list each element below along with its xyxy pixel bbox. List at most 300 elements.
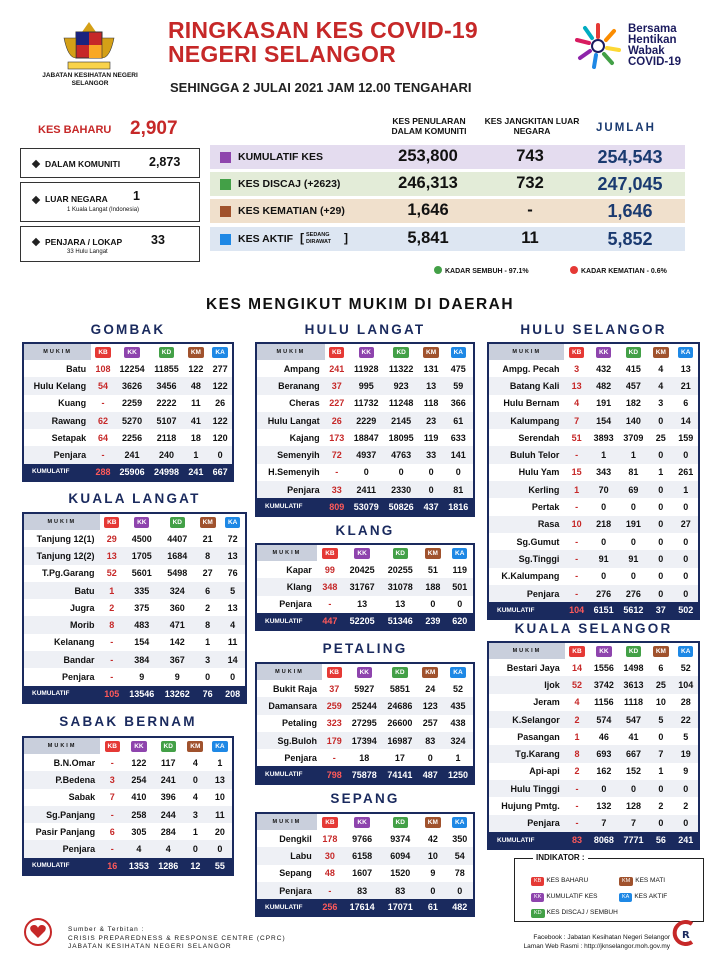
table-header-row xyxy=(256,663,474,680)
cell-kd: 13 xyxy=(395,599,406,610)
total-km: 239 xyxy=(419,613,446,630)
cell-kd: 11855 xyxy=(154,363,179,374)
cell-kb: 108 xyxy=(95,363,111,374)
cell-km: 83 xyxy=(425,735,436,746)
col-header-km: KM xyxy=(419,813,446,830)
total-kk: 1353 xyxy=(124,858,153,875)
cell-km: 21 xyxy=(202,533,213,544)
total-kb: 83 xyxy=(565,832,589,849)
district-title-hulu-selangor: HULU SELANGOR xyxy=(520,322,667,337)
cell-km: 0 xyxy=(658,553,664,564)
mukim-name: T.Pg.Garang xyxy=(42,568,95,579)
col-header-ka: KA xyxy=(208,737,233,754)
cell-kb: 72 xyxy=(331,450,342,461)
cell-kd: 41 xyxy=(628,731,639,742)
total-row xyxy=(488,832,699,849)
mukim-name: Kapar xyxy=(286,564,312,575)
table-row xyxy=(23,789,233,806)
mukim-name: Hulu Tinggi xyxy=(510,783,560,794)
cell-kb: 4 xyxy=(574,398,580,409)
cell-kb: 29 xyxy=(106,533,117,544)
col-header-km: KM xyxy=(648,343,673,360)
total-kb: 798 xyxy=(322,766,347,783)
col-header-km: KM xyxy=(195,513,220,530)
col-header-ka: KA xyxy=(673,642,699,659)
total-km: 37 xyxy=(648,602,673,619)
cell-kb: - xyxy=(101,398,105,409)
table-row xyxy=(488,533,699,550)
cell-ka: 350 xyxy=(452,833,468,844)
cell-km: 4 xyxy=(658,380,664,391)
cell-km: 24 xyxy=(425,683,436,694)
blue-square-icon xyxy=(220,234,231,245)
cell-kd: 244 xyxy=(160,809,176,820)
total-ka: 1816 xyxy=(444,498,474,515)
col-header-kb: KB xyxy=(100,513,124,530)
cell-kk: 11732 xyxy=(353,398,379,409)
cell-kk: 1156 xyxy=(594,697,614,708)
new-cases-value: 2,907 xyxy=(130,118,178,139)
district-title-kuala-selangor: KUALA SELANGOR xyxy=(514,621,673,636)
cell-km: 0 xyxy=(430,885,436,896)
col-header-km: KM xyxy=(419,343,444,360)
cell-kb: 241 xyxy=(329,363,345,374)
cell-km: 27 xyxy=(202,568,213,579)
cell-kb: - xyxy=(101,450,105,461)
table-row xyxy=(23,840,233,857)
table-row xyxy=(488,377,699,394)
mukim-name: Rawang xyxy=(51,415,87,426)
table-row xyxy=(256,697,474,714)
cell-ka: 0 xyxy=(457,885,463,896)
cell-kd: 69 xyxy=(628,484,639,495)
cell-kd: 457 xyxy=(625,380,641,391)
cell-kk: 276 xyxy=(596,588,612,599)
cell-ka: 27 xyxy=(680,519,691,530)
col-header-ka: KA xyxy=(443,663,474,680)
total-label: KUMULATIF xyxy=(488,602,564,619)
col-luar-header: KES JANGKITAN LUAR NEGARA xyxy=(484,116,580,136)
cell-kk: 1556 xyxy=(593,662,614,673)
cell-kb: 6 xyxy=(109,826,115,837)
col-header-mukim: MUKIM xyxy=(488,343,564,360)
total-ka: 482 xyxy=(446,899,474,916)
total-label: KUMULATIF xyxy=(23,686,100,703)
table-row xyxy=(256,446,474,463)
total-row xyxy=(256,899,474,916)
cell-kb: - xyxy=(575,553,579,564)
district-title-petaling: PETALING xyxy=(322,641,408,656)
cell-kd: 11322 xyxy=(388,363,414,374)
mukim-name: Klang xyxy=(286,581,312,592)
cell-kd: 128 xyxy=(626,801,642,812)
table-row xyxy=(488,676,699,693)
cell-kd: 182 xyxy=(625,398,641,409)
mukim-name: H.Semenyih xyxy=(268,467,320,478)
cell-kd: 367 xyxy=(169,654,185,665)
cprc-logo-icon xyxy=(670,918,700,948)
cell-kd: 4763 xyxy=(391,450,412,461)
table-row xyxy=(488,728,699,745)
table-row xyxy=(488,481,699,498)
cell-km: 0 xyxy=(658,571,664,582)
cell-kb: 33 xyxy=(331,484,342,495)
cell-kd: 667 xyxy=(626,749,642,760)
cell-km: 6 xyxy=(205,585,211,596)
cell-kd: 81 xyxy=(628,467,639,478)
table-row xyxy=(256,882,474,899)
total-row xyxy=(256,766,474,783)
district-table-kuala-langat xyxy=(22,512,247,704)
cell-kd: 396 xyxy=(160,792,176,803)
cell-km: 0 xyxy=(658,588,664,599)
department-name: JABATAN KESIHATAN NEGERI SELANGOR xyxy=(42,72,138,87)
cell-kb: 8 xyxy=(109,620,115,631)
cell-kb: 52 xyxy=(106,568,117,579)
cell-ka: 9 xyxy=(683,766,689,777)
total-km: 487 xyxy=(418,766,443,783)
cell-km: 7 xyxy=(658,749,664,760)
total-kb: 104 xyxy=(564,602,588,619)
mukim-name: Dengkil xyxy=(279,833,312,844)
cell-kk: 12254 xyxy=(119,363,145,374)
total-kd: 74141 xyxy=(382,766,418,783)
col-header-kk: KK xyxy=(589,343,619,360)
mukim-name: Tanjung 12(2) xyxy=(36,550,95,561)
cell-kk: 384 xyxy=(134,654,150,665)
mukim-name: Penjara xyxy=(284,752,317,763)
total-kb: 105 xyxy=(100,686,124,703)
table-row xyxy=(23,395,233,412)
district-table-hulu-langat xyxy=(255,342,475,517)
cell-ka: 5 xyxy=(230,585,236,596)
cell-kk: 305 xyxy=(131,826,147,837)
cell-ka: 0 xyxy=(455,467,461,478)
new-cases-label: KES BAHARU xyxy=(38,124,112,136)
cell-kb: 13 xyxy=(571,380,582,391)
table-row xyxy=(23,771,233,788)
table-row xyxy=(488,797,699,814)
cell-kk: 13 xyxy=(357,599,368,610)
district-title-hulu-langat: HULU LANGAT xyxy=(304,322,426,337)
total-kd: 5612 xyxy=(619,602,649,619)
cell-kb: 7 xyxy=(574,415,580,426)
cell-kd: 1684 xyxy=(167,550,188,561)
mukim-name: Bukit Raja xyxy=(272,683,317,694)
cell-kd: 11248 xyxy=(388,398,414,409)
cell-ka: 0 xyxy=(217,450,223,461)
district-title-sepang: SEPANG xyxy=(330,791,400,806)
col-header-kb: KB xyxy=(91,343,115,360)
cell-kk: 2411 xyxy=(356,484,376,495)
col-header-kb: KB xyxy=(317,544,343,561)
table-row xyxy=(256,847,474,864)
total-row xyxy=(23,858,233,875)
cell-km: 0 xyxy=(658,484,664,495)
cell-km: 0 xyxy=(192,844,198,855)
cell-kb: 3 xyxy=(109,774,115,785)
cell-km: 41 xyxy=(190,415,201,426)
komuniti-box: DALAM KOMUNITI 2,873 xyxy=(20,148,200,178)
col-header-kk: KK xyxy=(346,663,382,680)
col-header-kd: KD xyxy=(381,813,419,830)
col-header-kd: KD xyxy=(154,737,183,754)
col-header-ka: KA xyxy=(444,343,474,360)
mukim-name: Jeram xyxy=(533,697,560,708)
cell-kb: 99 xyxy=(324,564,335,575)
mukim-name: Sabak xyxy=(68,792,96,803)
cell-ka: 1 xyxy=(683,484,689,495)
table-row xyxy=(488,694,699,711)
page-title: RINGKASAN KES COVID-19 NEGERI SELANGOR xyxy=(168,17,478,67)
table-row xyxy=(256,395,474,412)
col-header-kk: KK xyxy=(343,813,381,830)
cell-kd: 4407 xyxy=(167,533,188,544)
col-header-kd: KD xyxy=(382,663,418,680)
purple-square-icon xyxy=(220,152,231,163)
cell-km: 48 xyxy=(190,380,201,391)
cell-km: 23 xyxy=(426,415,437,426)
district-title-sabak-bernam: SABAK BERNAM xyxy=(59,714,197,729)
cell-kd: 241 xyxy=(160,774,176,785)
cell-kd: 324 xyxy=(169,585,185,596)
cell-km: 18 xyxy=(190,432,201,443)
cell-kb: - xyxy=(575,801,579,812)
cell-ka: 20 xyxy=(214,826,225,837)
table-row xyxy=(488,395,699,412)
cell-kb: 52 xyxy=(571,679,582,690)
mukim-name: Batu xyxy=(74,585,95,596)
cell-ka: 11 xyxy=(215,809,225,820)
district-table-sepang xyxy=(255,812,475,917)
cell-kb: 37 xyxy=(329,683,340,694)
cell-ka: 59 xyxy=(453,380,464,391)
mukim-name: Bandar xyxy=(63,654,95,665)
total-kk: 6151 xyxy=(589,602,619,619)
table-row xyxy=(256,865,474,882)
table-row xyxy=(256,412,474,429)
cell-kk: 3893 xyxy=(593,432,614,443)
col-header-kd: KD xyxy=(149,343,183,360)
table-row xyxy=(488,412,699,429)
cell-kb: 1 xyxy=(574,484,580,495)
col-header-mukim: MUKIM xyxy=(256,343,325,360)
cell-ka: 104 xyxy=(678,679,694,690)
district-table-petaling xyxy=(255,662,475,785)
col-header-km: KM xyxy=(418,663,443,680)
cell-kb: - xyxy=(575,571,579,582)
total-kk: 25906 xyxy=(115,464,149,481)
cell-kd: 5851 xyxy=(389,683,410,694)
total-kd: 51346 xyxy=(381,613,419,630)
cell-kk: 70 xyxy=(598,484,609,495)
col-header-kd: KD xyxy=(381,544,419,561)
cell-kk: 1607 xyxy=(352,868,373,879)
cell-kk: 4500 xyxy=(131,533,152,544)
col-header-kb: KB xyxy=(317,813,343,830)
cell-km: 1 xyxy=(192,826,198,837)
table-header-row xyxy=(256,343,474,360)
col-header-mukim: MUKIM xyxy=(23,343,91,360)
total-kk: 52205 xyxy=(343,613,381,630)
col-header-km: KM xyxy=(184,343,209,360)
col-header-km: KM xyxy=(419,544,446,561)
table-header-row xyxy=(488,343,699,360)
cell-kk: 0 xyxy=(363,467,369,478)
col-header-kb: KB xyxy=(325,343,349,360)
cell-kb: 8 xyxy=(574,749,580,760)
cell-kd: 284 xyxy=(160,826,176,837)
cell-ka: 0 xyxy=(683,818,689,829)
cell-kd: 9 xyxy=(174,672,180,683)
mukim-name: Penjara xyxy=(287,484,320,495)
cell-kd: 3456 xyxy=(156,380,177,391)
summary-row-kematian: KES KEMATIAN (+29) 1,646 - 1,646 xyxy=(210,199,685,223)
cell-kb: - xyxy=(575,502,579,513)
cell-kk: 375 xyxy=(134,602,150,613)
table-row xyxy=(488,585,699,602)
cell-kk: 3626 xyxy=(122,380,143,391)
cell-kk: 0 xyxy=(601,783,607,794)
cell-km: 2 xyxy=(205,602,211,613)
cell-kb: - xyxy=(110,654,114,665)
cell-km: 3 xyxy=(192,809,198,820)
cell-kk: 218 xyxy=(596,519,612,530)
cell-ka: 2 xyxy=(683,801,689,812)
mukim-name: Hulu Langat xyxy=(267,415,320,426)
cell-km: 188 xyxy=(425,581,441,592)
total-ka: 241 xyxy=(673,832,699,849)
cell-km: 1 xyxy=(193,450,199,461)
cell-km: 10 xyxy=(427,850,438,861)
col-header-km: KM xyxy=(648,642,673,659)
cell-kb: 3 xyxy=(574,363,580,374)
col-header-kd: KD xyxy=(619,343,649,360)
svg-text:R: R xyxy=(682,930,690,941)
mukim-name: B.N.Omar xyxy=(53,757,96,768)
mukim-name: Sepang xyxy=(279,868,312,879)
cell-ka: 28 xyxy=(680,697,691,708)
cell-kd: 1118 xyxy=(624,697,644,708)
cell-kk: 574 xyxy=(596,714,612,725)
total-kb: 16 xyxy=(100,858,124,875)
cell-kk: 122 xyxy=(131,757,147,768)
mukim-name: Hulu Yam xyxy=(518,467,560,478)
cell-kk: 258 xyxy=(131,809,147,820)
cell-ka: 72 xyxy=(227,533,238,544)
table-row xyxy=(256,360,474,377)
table-row xyxy=(488,498,699,515)
district-title-kuala-langat: KUALA LANGAT xyxy=(68,491,201,506)
table-row xyxy=(488,446,699,463)
table-header-row xyxy=(488,642,699,659)
cell-ka: 26 xyxy=(215,398,226,409)
cell-kk: 9 xyxy=(139,672,145,683)
green-square-icon xyxy=(220,179,231,190)
cell-kd: 471 xyxy=(169,620,185,631)
total-label: KUMULATIF xyxy=(23,858,100,875)
cell-km: 0 xyxy=(658,536,664,547)
cell-km: 131 xyxy=(423,363,439,374)
cell-kk: 410 xyxy=(131,792,147,803)
cell-kk: 27295 xyxy=(351,718,377,729)
cell-kk: 343 xyxy=(596,467,612,478)
cell-km: 8 xyxy=(205,620,211,631)
cell-kd: 140 xyxy=(625,415,641,426)
penjara-box: PENJARA / LOKAP 33 33 Hulu Langat xyxy=(20,226,200,262)
cell-kb: - xyxy=(332,752,336,763)
mukim-name: Penjara xyxy=(526,588,560,599)
col-header-ka: KA xyxy=(208,343,233,360)
cell-km: 4 xyxy=(192,757,198,768)
summary-row-kumulatif: KUMULATIF KES 253,800 743 254,543 xyxy=(210,145,685,169)
col-komuniti-header: KES PENULARAN DALAM KOMUNITI xyxy=(391,116,467,136)
col-header-kk: KK xyxy=(589,642,619,659)
cell-kb: - xyxy=(575,588,579,599)
total-row xyxy=(256,613,474,630)
mukim-name: Semenyih xyxy=(277,450,320,461)
cell-kk: 995 xyxy=(358,380,374,391)
cell-ka: 6 xyxy=(683,398,689,409)
cell-kd: 191 xyxy=(625,519,641,530)
cell-kd: 152 xyxy=(626,766,642,777)
cell-kd: 16987 xyxy=(387,735,413,746)
mukim-name: Kerling xyxy=(528,484,560,495)
cell-kb: - xyxy=(110,809,114,820)
cell-km: 0 xyxy=(658,519,664,530)
cell-kk: 154 xyxy=(596,415,612,426)
cell-kb: 15 xyxy=(571,467,582,478)
table-row xyxy=(256,429,474,446)
cell-ka: 1 xyxy=(455,752,461,763)
cell-kb: - xyxy=(575,536,579,547)
total-kk: 8068 xyxy=(589,832,619,849)
cell-kk: 482 xyxy=(596,380,612,391)
cell-kd: 17 xyxy=(394,752,405,763)
cell-km: 0 xyxy=(658,783,664,794)
cell-km: 3 xyxy=(205,654,211,665)
cell-ka: 277 xyxy=(212,363,228,374)
cell-kd: 276 xyxy=(625,588,641,599)
mukim-name: Penjara xyxy=(61,672,95,683)
cell-km: 4 xyxy=(192,792,198,803)
total-kd: 17071 xyxy=(381,899,419,916)
table-row xyxy=(23,446,233,463)
cell-km: 0 xyxy=(427,752,433,763)
total-label: KUMULATIF xyxy=(23,464,91,481)
cell-km: 25 xyxy=(655,432,666,443)
mukim-name: Kuang xyxy=(58,398,87,409)
recovery-rate: KADAR SEMBUH - 97.1% xyxy=(434,266,529,275)
cell-kb: - xyxy=(335,467,339,478)
table-row xyxy=(23,806,233,823)
cell-kb: 178 xyxy=(322,833,338,844)
cell-ka: 633 xyxy=(450,432,466,443)
mukim-name: Serendah xyxy=(518,432,560,443)
mukim-name: Ampg. Pecah xyxy=(502,363,560,374)
heart-logo-icon xyxy=(24,918,52,946)
table-row xyxy=(23,616,246,633)
mukim-name: Damansara xyxy=(268,700,317,711)
cell-kk: 432 xyxy=(596,363,612,374)
col-header-mukim: MUKIM xyxy=(256,663,322,680)
mukim-name: Ijok xyxy=(544,679,560,690)
table-row xyxy=(488,815,699,832)
total-kd: 13262 xyxy=(160,686,196,703)
cell-kd: 142 xyxy=(169,637,185,648)
total-ka: 502 xyxy=(673,602,699,619)
total-label: KUMULATIF xyxy=(488,832,565,849)
